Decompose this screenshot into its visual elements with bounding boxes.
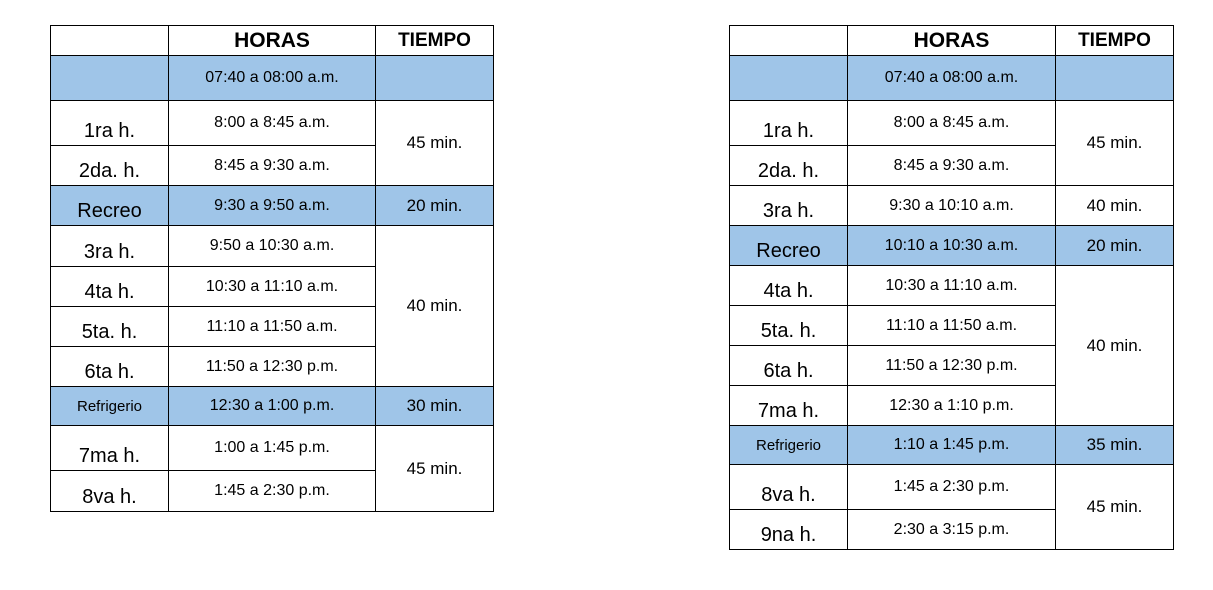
table-row — [730, 186, 1174, 226]
header-horas: HORAS — [169, 26, 376, 56]
table-row — [730, 465, 1174, 510]
header-row — [51, 26, 494, 56]
row-time: 35 min. — [1056, 426, 1174, 465]
row-range: 1:45 a 2:30 p.m. — [848, 465, 1056, 510]
row-label: 5ta. h. — [730, 306, 848, 346]
row-range: 07:40 a 08:00 a.m. — [848, 56, 1056, 101]
row-range: 9:30 a 10:10 a.m. — [848, 186, 1056, 226]
table-row — [730, 226, 1174, 266]
row-range: 1:45 a 2:30 p.m. — [169, 471, 376, 512]
row-range: 10:30 a 11:10 a.m. — [848, 266, 1056, 306]
row-range: 8:00 a 8:45 a.m. — [169, 101, 376, 146]
row-label: 2da. h. — [730, 146, 848, 186]
schedule-table-right — [729, 25, 1174, 550]
row-range: 11:50 a 12:30 p.m. — [848, 346, 1056, 386]
table-row — [51, 387, 494, 426]
row-range: 11:10 a 11:50 a.m. — [848, 306, 1056, 346]
merged-time: 45 min. — [1056, 101, 1174, 186]
row-time — [1056, 56, 1174, 101]
row-range: 1:00 a 1:45 p.m. — [169, 426, 376, 471]
merged-time: 45 min. — [376, 426, 494, 512]
row-label: 9na h. — [730, 510, 848, 550]
merged-time: 45 min. — [1056, 465, 1174, 550]
table-row — [51, 186, 494, 226]
row-range: 8:00 a 8:45 a.m. — [848, 101, 1056, 146]
header-blank — [730, 26, 848, 56]
row-range: 1:10 a 1:45 p.m. — [848, 426, 1056, 465]
row-label: 7ma h. — [51, 426, 169, 471]
row-label: Recreo — [730, 226, 848, 266]
row-time: 30 min. — [376, 387, 494, 426]
table-row — [51, 101, 494, 146]
header-row — [730, 26, 1174, 56]
merged-time: 40 min. — [376, 226, 494, 387]
row-range: 10:10 a 10:30 a.m. — [848, 226, 1056, 266]
row-label — [730, 56, 848, 101]
row-range: 8:45 a 9:30 a.m. — [848, 146, 1056, 186]
header-blank — [51, 26, 169, 56]
row-label: 3ra h. — [51, 226, 169, 267]
row-label: 1ra h. — [730, 101, 848, 146]
row-label: 6ta h. — [51, 347, 169, 387]
row-label: 4ta h. — [730, 266, 848, 306]
row-label: Refrigerio — [730, 426, 848, 465]
row-label: Recreo — [51, 186, 169, 226]
row-label: 2da. h. — [51, 146, 169, 186]
row-range: 07:40 a 08:00 a.m. — [169, 56, 376, 101]
row-range: 9:30 a 9:50 a.m. — [169, 186, 376, 226]
row-time: 40 min. — [1056, 186, 1174, 226]
table-row — [730, 56, 1174, 101]
row-label: 8va h. — [51, 471, 169, 512]
row-time: 20 min. — [1056, 226, 1174, 266]
row-range: 10:30 a 11:10 a.m. — [169, 267, 376, 307]
row-label: 4ta h. — [51, 267, 169, 307]
row-label: 3ra h. — [730, 186, 848, 226]
table-row — [730, 266, 1174, 306]
row-range: 9:50 a 10:30 a.m. — [169, 226, 376, 267]
row-range: 12:30 a 1:10 p.m. — [848, 386, 1056, 426]
row-label — [51, 56, 169, 101]
row-time — [376, 56, 494, 101]
merged-time: 45 min. — [376, 101, 494, 186]
row-range: 2:30 a 3:15 p.m. — [848, 510, 1056, 550]
table-row — [51, 426, 494, 471]
row-range: 11:10 a 11:50 a.m. — [169, 307, 376, 347]
row-label: 6ta h. — [730, 346, 848, 386]
schedule-table-left — [50, 25, 494, 512]
row-label: 1ra h. — [51, 101, 169, 146]
row-range: 12:30 a 1:00 p.m. — [169, 387, 376, 426]
row-time: 20 min. — [376, 186, 494, 226]
header-horas: HORAS — [848, 26, 1056, 56]
header-tiempo: TIEMPO — [1056, 26, 1174, 56]
row-label: 8va h. — [730, 465, 848, 510]
merged-time: 40 min. — [1056, 266, 1174, 426]
table-row — [51, 226, 494, 267]
table-row — [730, 426, 1174, 465]
table-row — [51, 56, 494, 101]
row-range: 8:45 a 9:30 a.m. — [169, 146, 376, 186]
row-label: 7ma h. — [730, 386, 848, 426]
row-label: 5ta. h. — [51, 307, 169, 347]
header-tiempo: TIEMPO — [376, 26, 494, 56]
row-range: 11:50 a 12:30 p.m. — [169, 347, 376, 387]
row-label: Refrigerio — [51, 387, 169, 426]
table-row — [730, 101, 1174, 146]
